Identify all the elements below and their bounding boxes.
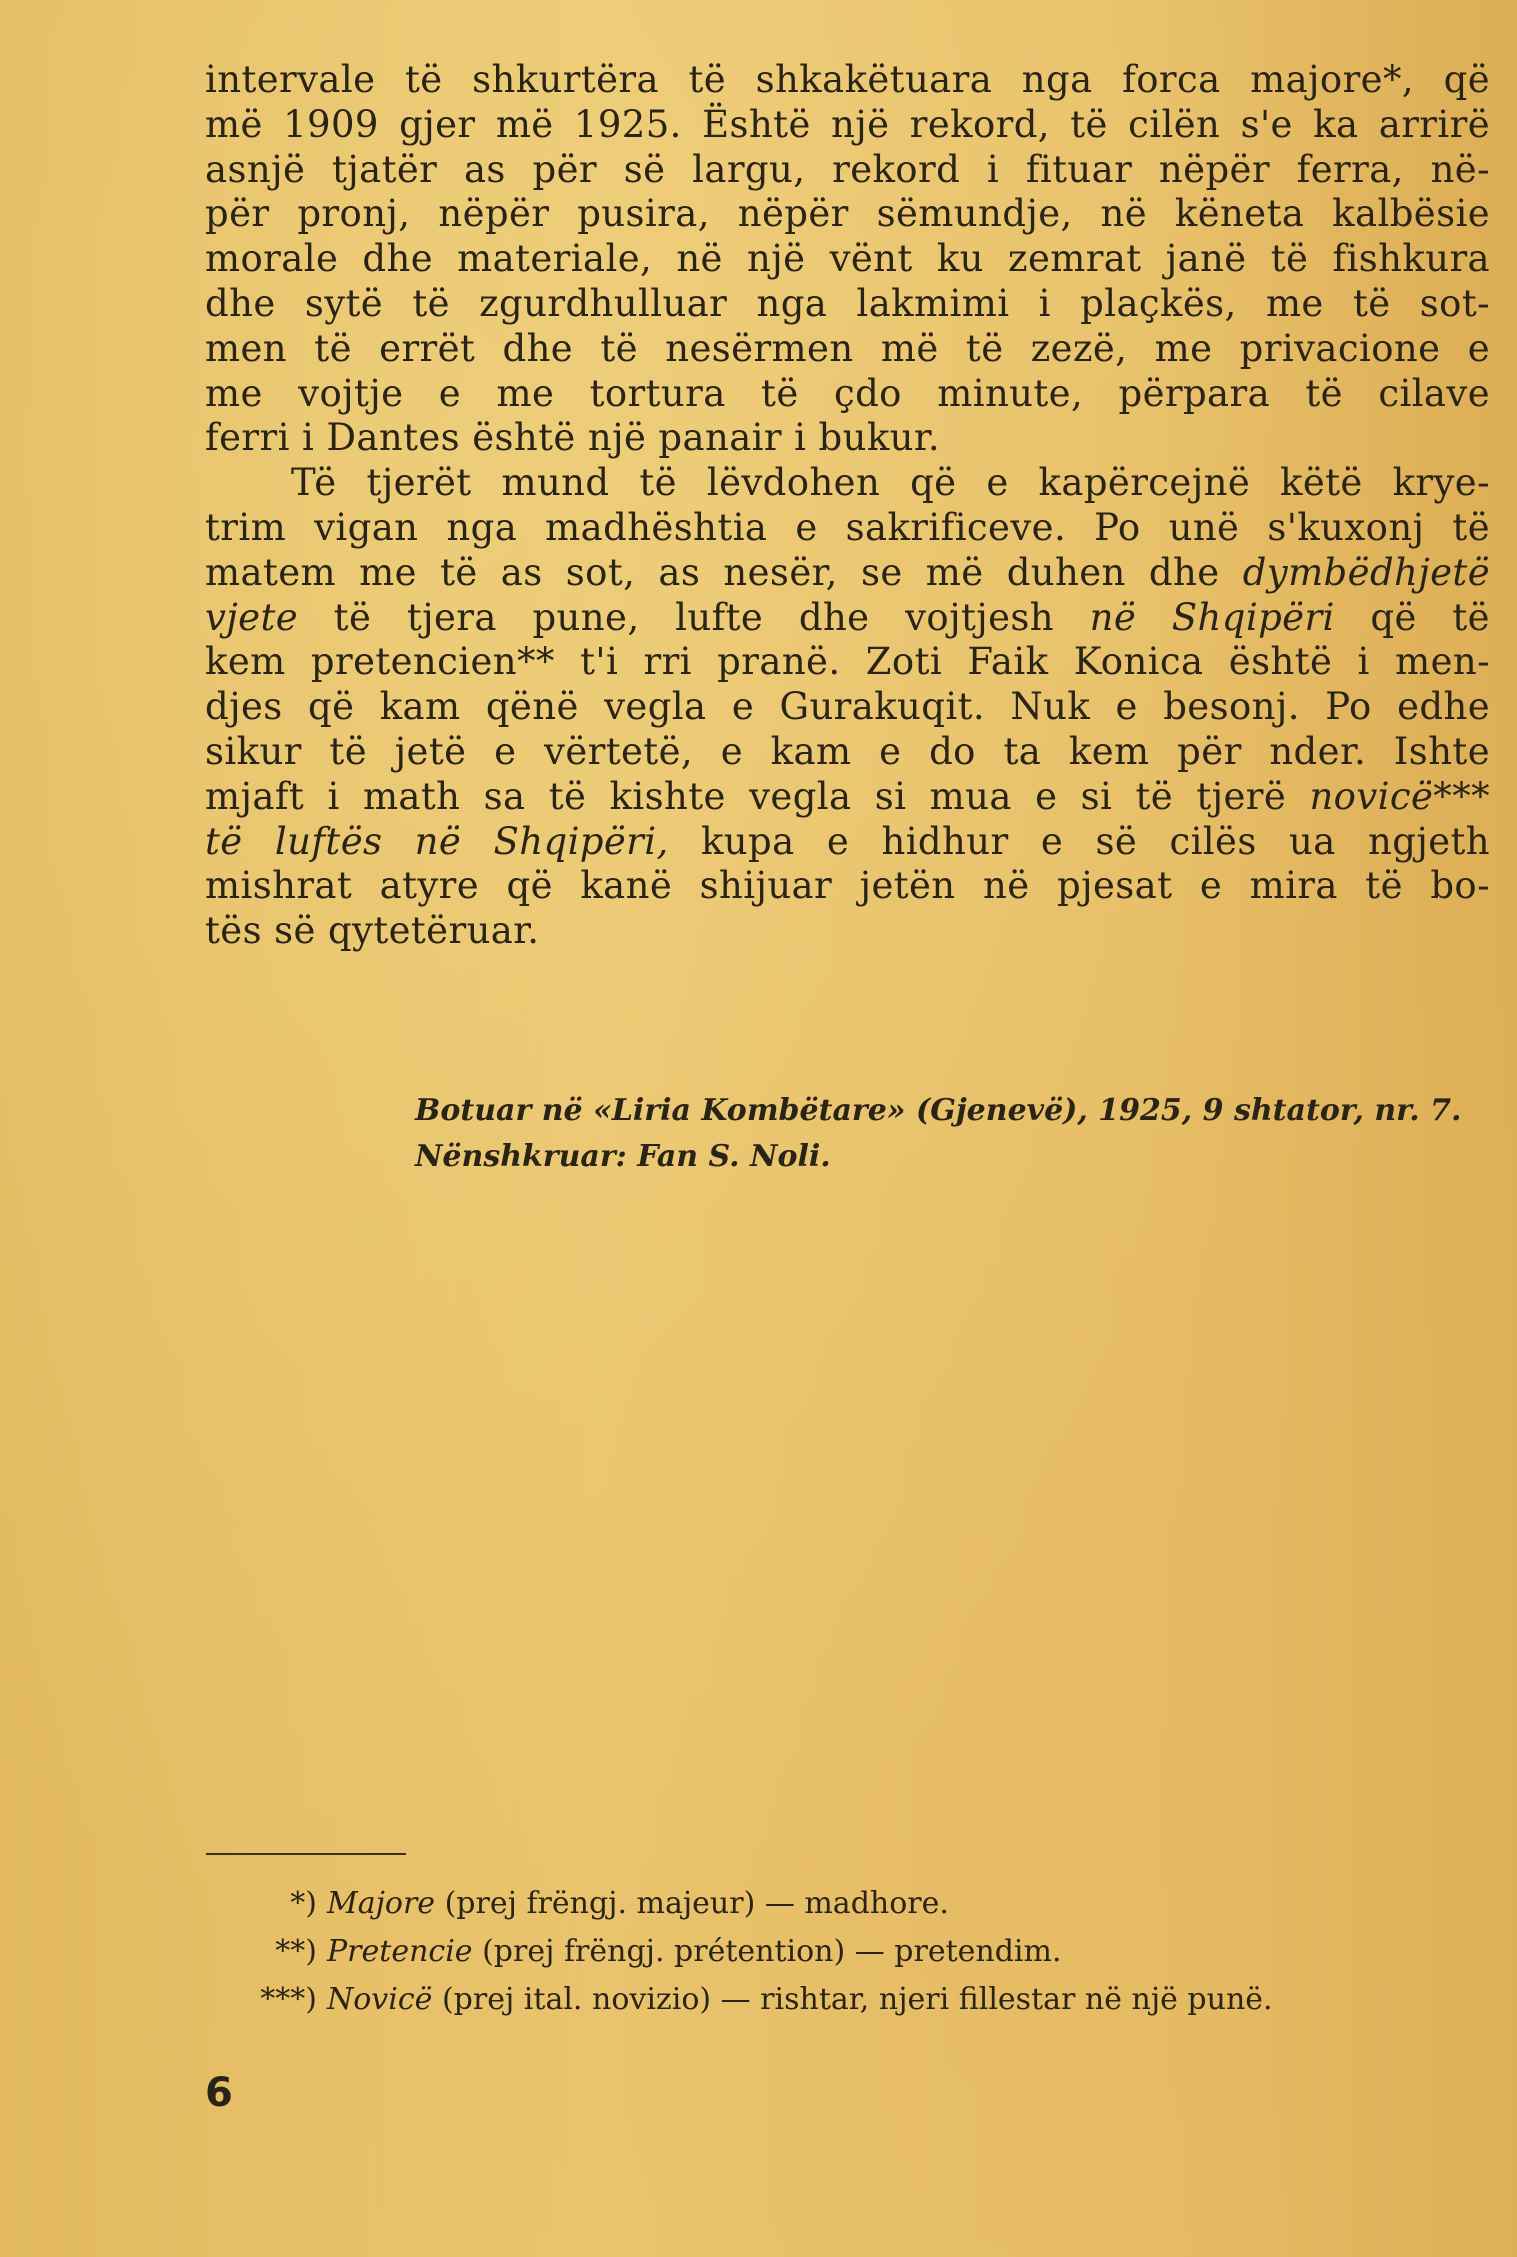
text-line bbox=[205, 596, 1490, 641]
footnote-mark: **) bbox=[275, 1934, 317, 1969]
text-run: që të bbox=[1334, 595, 1490, 639]
footnote-text: (prej ital. novizio) — rishtar, njeri fillestar në një punë. bbox=[432, 1982, 1273, 2017]
text-line: tës së qytetëruar. bbox=[205, 909, 540, 953]
text-line: ferri i Dantes është një panair i bukur. bbox=[205, 416, 941, 460]
italic-run: dymbëdhjetë bbox=[1242, 550, 1490, 594]
text-run: kupa e hidhur e së cilës ua ngjeth bbox=[668, 819, 1490, 863]
footnote bbox=[205, 1880, 1495, 1928]
text-line: intervale të shkurtëra të shkakëtuara nga forca majore*, që bbox=[205, 58, 1490, 101]
footnotes bbox=[205, 1880, 1495, 2024]
text-line: morale dhe materiale, në një vënt ku zemrat janë të fishkura bbox=[205, 237, 1490, 281]
footnote-term: Majore bbox=[327, 1886, 436, 1921]
italic-run: novicë*** bbox=[1309, 774, 1490, 818]
italic-run: në Shqipëri bbox=[1089, 595, 1335, 639]
footnote-divider bbox=[206, 1853, 406, 1855]
source-citation bbox=[415, 1088, 1490, 1180]
footnote bbox=[205, 1928, 1495, 1976]
published-in: Botuar në «Liria Kombëtare» (Gjenevë), 1925, 9 shtator, nr. 7. bbox=[415, 1093, 1462, 1128]
footnote-mark: *) bbox=[290, 1886, 317, 1921]
text-line: djes që kam qënë vegla e Gurakuqit. Nuk e besonj. Po edhe bbox=[205, 685, 1490, 729]
footnote-text: (prej frëngj. majeur) — madhore. bbox=[435, 1886, 949, 1921]
text-line bbox=[205, 775, 1490, 820]
text-line: asnjë tjatër as për së largu, rekord i fituar nëpër ferra, në- bbox=[205, 147, 1490, 191]
text-line: kem pretencien** t'i rri pranë. Zoti Faik Konica është i men- bbox=[205, 640, 1490, 684]
text-line bbox=[205, 551, 1490, 596]
footnote-text: (prej frëngj. prétention) — pretendim. bbox=[472, 1934, 1062, 1969]
footnote-term: Novicë bbox=[327, 1982, 433, 2017]
text-line bbox=[205, 820, 1490, 865]
italic-run: të luftës në Shqipëri, bbox=[205, 819, 669, 863]
italic-run: vjete bbox=[205, 595, 299, 639]
paragraph-2 bbox=[205, 461, 1490, 954]
text-line: për pronj, nëpër pusira, nëpër sëmundje, në këneta kalbësie bbox=[205, 192, 1490, 236]
text-line: dhe sytë të zgurdhulluar nga lakmimi i plaçkës, me të sot- bbox=[205, 281, 1490, 325]
text-run: mjaft i math sa të kishte vegla si mua e si të tjerë bbox=[205, 774, 1310, 818]
footnote-mark: ***) bbox=[260, 1982, 317, 2017]
text-run: të tjera pune, lufte dhe vojtjesh bbox=[298, 595, 1090, 639]
paragraph-1 bbox=[205, 58, 1490, 461]
text-line: Të tjerët mund të lëvdohen që e kapërcejnë këtë krye- bbox=[291, 461, 1490, 505]
text-line: më 1909 gjer më 1925. Është një rekord, të cilën s'e ka arrirë bbox=[205, 102, 1490, 146]
text-run: matem me të as sot, as nesër, se më duhen dhe bbox=[205, 550, 1243, 594]
text-line: mishrat atyre që kanë shijuar jetën në pjesat e mira të bo- bbox=[205, 864, 1490, 908]
footnote bbox=[205, 1976, 1495, 2024]
text-line: sikur të jetë e vërtetë, e kam e do ta kem për nder. Ishte bbox=[205, 729, 1490, 773]
body-text bbox=[205, 58, 1490, 954]
text-line: me vojtje e me tortura të çdo minute, përpara të cilave bbox=[205, 371, 1490, 415]
signed-by: Nënshkruar: Fan S. Noli. bbox=[415, 1139, 831, 1174]
footnote-term: Pretencie bbox=[327, 1934, 473, 1969]
text-line: men të errët dhe të nesërmen më të zezë, me privacione e bbox=[205, 326, 1490, 370]
text-line: trim vigan nga madhështia e sakrificeve. Po unë s'kuxonj të bbox=[205, 505, 1490, 549]
page-number: 6 bbox=[205, 2070, 233, 2116]
